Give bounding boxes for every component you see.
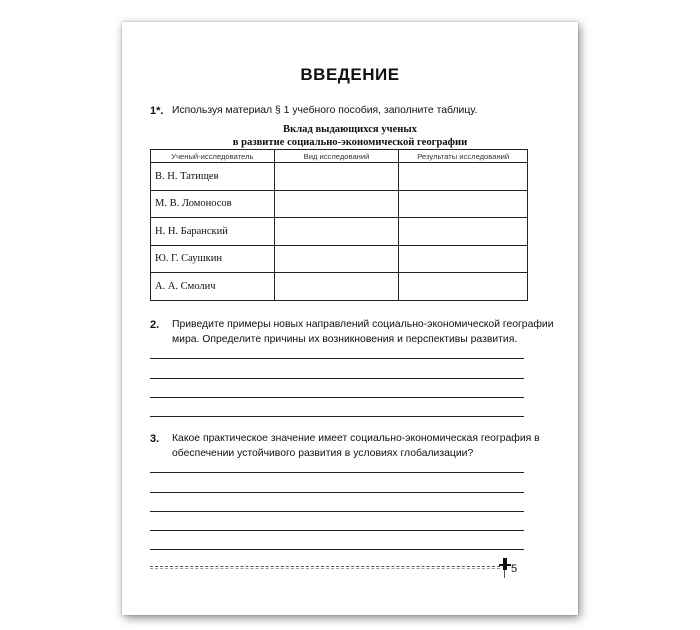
table-row <box>151 190 528 218</box>
answer-cell[interactable] <box>274 218 399 246</box>
answer-cell[interactable] <box>399 218 528 246</box>
column-header-scientist: Ученый-исследователь <box>151 150 275 163</box>
task-3-number: 3. <box>150 433 160 445</box>
answer-cell[interactable] <box>399 163 528 191</box>
column-header-research-type: Вид исследований <box>274 150 399 163</box>
answer-line[interactable] <box>150 379 524 398</box>
page-number: 5 <box>511 563 518 575</box>
task-2-number: 2. <box>150 319 160 331</box>
answer-line[interactable] <box>150 473 524 492</box>
table-caption-line-1: Вклад выдающихся ученых <box>283 124 417 135</box>
page-title: ВВЕДЕНИЕ <box>300 65 400 84</box>
task-3-answer-lines <box>150 454 524 550</box>
table-caption <box>122 124 578 149</box>
table-row <box>151 273 528 301</box>
answer-line[interactable] <box>150 531 524 550</box>
task-1-number: 1*. <box>150 105 164 117</box>
answer-cell[interactable] <box>274 190 399 218</box>
page-marker-icon-stem <box>504 570 505 578</box>
table-caption-line-2: в развитие социально-экономической географии <box>232 136 468 148</box>
scientist-name: Н. Н. Баранский <box>151 218 275 246</box>
column-header-research-results: Результаты исследований <box>399 150 528 163</box>
table-row <box>151 163 528 191</box>
table-header-row <box>151 150 528 163</box>
task-1 <box>150 104 554 119</box>
workbook-page <box>122 22 578 615</box>
answer-line[interactable] <box>150 340 524 359</box>
answer-line[interactable] <box>150 454 524 473</box>
page-marker-icon-block <box>503 558 507 570</box>
task-2-answer-lines <box>150 340 524 417</box>
scientists-table <box>150 149 528 301</box>
table-row <box>151 245 528 273</box>
scientist-name: Ю. Г. Саушкин <box>151 245 275 273</box>
answer-cell[interactable] <box>274 245 399 273</box>
footer-divider <box>150 566 500 567</box>
answer-line[interactable] <box>150 493 524 512</box>
answer-line[interactable] <box>150 398 524 417</box>
answer-cell[interactable] <box>399 190 528 218</box>
footer-divider-secondary <box>150 568 500 569</box>
answer-cell[interactable] <box>274 163 399 191</box>
scientist-name: М. В. Ломоносов <box>151 190 275 218</box>
answer-cell[interactable] <box>399 245 528 273</box>
table-row <box>151 218 528 246</box>
answer-line[interactable] <box>150 512 524 531</box>
task-3-text: Какое практическое значение имеет социально-экономическая география в обеспечении устойчивого развития в условиях глобализации? <box>172 433 540 459</box>
task-2-text: Приведите примеры новых направлений социально-экономической географии мира. Определите причины их возникновения и перспективы развития. <box>172 319 554 345</box>
scientist-name: В. Н. Татищев <box>151 163 275 191</box>
answer-line[interactable] <box>150 359 524 378</box>
answer-cell[interactable] <box>399 273 528 301</box>
task-1-text: Используя материал § 1 учебного пособия, заполните таблицу. <box>172 105 478 116</box>
scientist-name: А. А. Смолич <box>151 273 275 301</box>
answer-cell[interactable] <box>274 273 399 301</box>
